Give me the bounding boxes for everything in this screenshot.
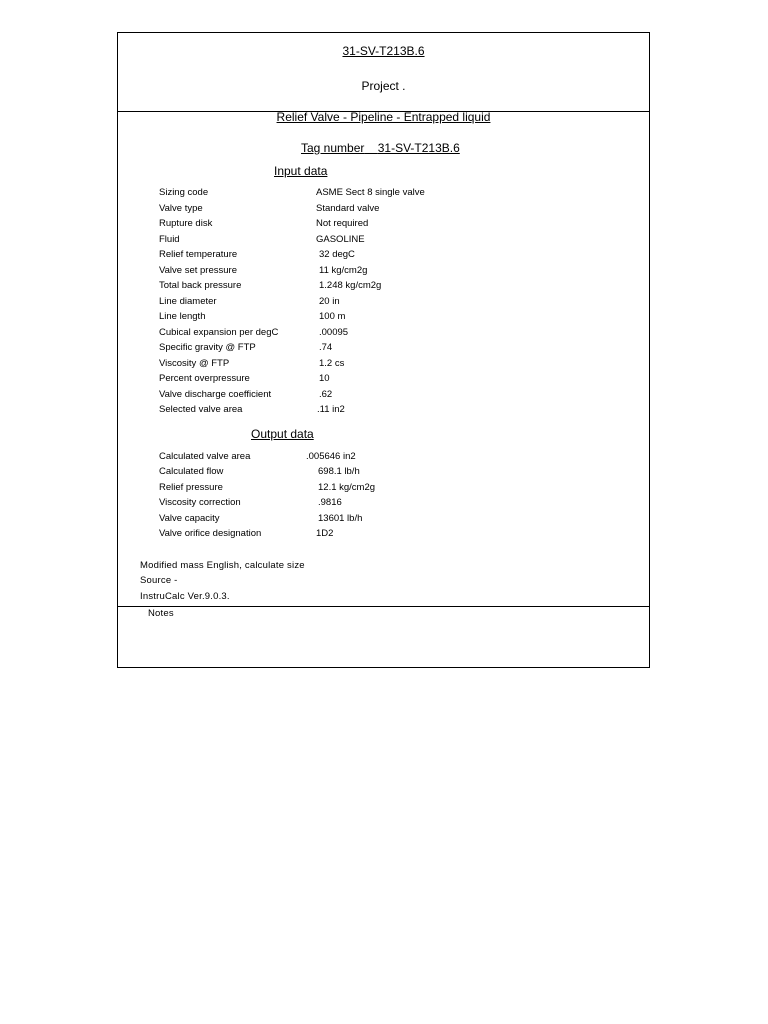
tag-number-label: Tag number bbox=[301, 141, 365, 155]
list-item: Relief temperature 32 degC bbox=[159, 249, 355, 260]
list-item: Valve capacity 13601 lb/h bbox=[159, 513, 363, 524]
list-item: Percent overpressure 10 bbox=[159, 373, 330, 384]
header-section bbox=[118, 33, 649, 112]
list-item: Sizing code ASME Sect 8 single valve bbox=[159, 187, 425, 198]
notes-section bbox=[118, 606, 649, 669]
method-note: Modified mass English, calculate size bbox=[140, 560, 305, 571]
list-item: Valve set pressure 11 kg/cm2g bbox=[159, 265, 368, 276]
notes-label: Notes bbox=[148, 608, 174, 619]
list-item: Cubical expansion per degC .00095 bbox=[159, 327, 349, 338]
source-note: Source - bbox=[140, 575, 178, 586]
list-item: Fluid GASOLINE bbox=[159, 234, 365, 245]
tag-number-line bbox=[301, 141, 460, 155]
input-data-heading: Input data bbox=[274, 164, 328, 178]
document-title: Relief Valve - Pipeline - Entrapped liquid bbox=[276, 110, 491, 124]
list-item: Valve discharge coefficient .62 bbox=[159, 389, 333, 400]
list-item: Selected valve area .11 in2 bbox=[159, 404, 345, 415]
list-item: Valve orifice designation 1D2 bbox=[159, 528, 334, 539]
list-item: Line diameter 20 in bbox=[159, 296, 340, 307]
header-tag-title: 31-SV-T213B.6 bbox=[342, 44, 425, 58]
list-item: Calculated flow 698.1 lb/h bbox=[159, 466, 360, 477]
software-version: InstruCalc Ver.9.0.3. bbox=[140, 591, 230, 602]
list-item: Total back pressure 1.248 kg/cm2g bbox=[159, 280, 382, 291]
list-item: Calculated valve area .005646 in2 bbox=[159, 451, 356, 462]
list-item: Valve type Standard valve bbox=[159, 203, 380, 214]
list-item: Rupture disk Not required bbox=[159, 218, 369, 229]
project-label: Project . bbox=[361, 79, 406, 93]
tag-number-value: 31-SV-T213B.6 bbox=[377, 141, 460, 155]
list-item: Relief pressure 12.1 kg/cm2g bbox=[159, 482, 376, 493]
output-data-heading: Output data bbox=[251, 427, 314, 441]
list-item: Specific gravity @ FTP .74 bbox=[159, 342, 333, 353]
list-item: Viscosity correction .9816 bbox=[159, 497, 342, 508]
datasheet bbox=[117, 32, 650, 668]
list-item: Line length 100 m bbox=[159, 311, 346, 322]
list-item: Viscosity @ FTP 1.2 cs bbox=[159, 358, 345, 369]
